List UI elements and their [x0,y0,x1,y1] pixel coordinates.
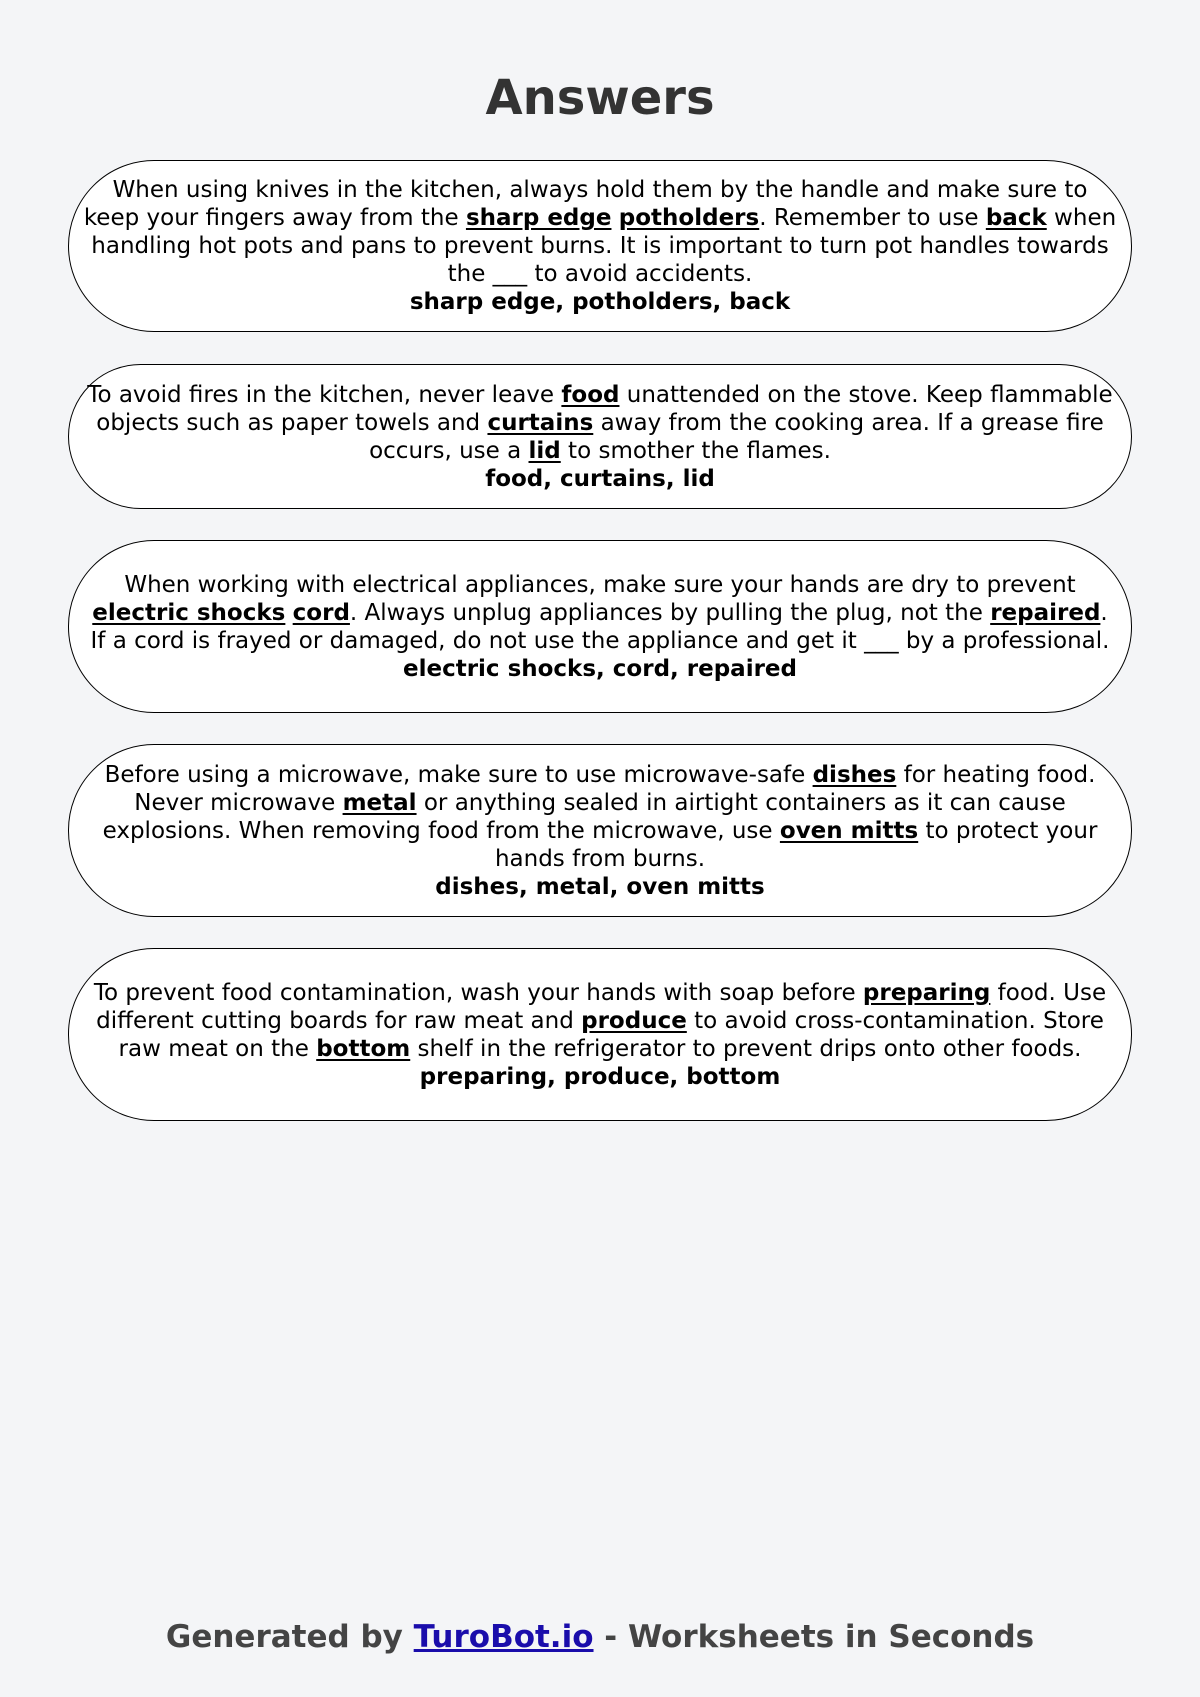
filled-blank: potholders [618,205,760,231]
answer-card [68,364,1132,509]
answer-key: dishes, metal, oven mitts [435,873,765,900]
passage-text [83,176,1117,288]
passage-segment: when handling hot pots and pans to prevent burns. It is important to turn pot handles towards the ___ to avoid accidents. [91,205,1117,287]
answer-card [68,540,1132,713]
passage-segment: . If a cord is frayed or damaged, do not use the appliance and get it ___ by a professional. [90,599,1110,654]
passage-segment: Before using a microwave, make sure to use microwave-safe [104,761,813,788]
passage-segment: shelf in the refrigerator to prevent drips onto other foods. [410,1035,1082,1062]
passage-segment: unattended on the stove. Keep flammable objects such as paper towels and [96,381,1113,436]
filled-blank: bottom [316,1035,411,1062]
passage-segment: to avoid cross-contamination. Store raw meat on the [118,1007,1104,1062]
filled-blank: metal [342,789,417,816]
filled-blank: sharp edge [465,205,612,231]
footer-credit [0,1617,1200,1657]
answer-key: food, curtains, lid [485,465,715,492]
passage-segment: to smother the flames. [560,437,831,464]
filled-blank: food [561,381,620,408]
passage-text [83,381,1117,465]
filled-blank: dishes [812,761,897,788]
passage-segment: To prevent food contamination, wash your hands with soap before [93,979,863,1006]
passage-text [83,761,1117,873]
filled-blank: oven mitts [779,817,919,844]
passage-segment: When using knives in the kitchen, always hold them by the handle and make sure to keep your fingers away from the [83,177,1088,231]
filled-blank: lid [528,437,561,464]
passage-segment [285,600,292,626]
filled-blank: preparing [862,979,991,1006]
passage-segment: or anything sealed in airtight containers as it can cause explosions. When removing food from the microwave, use [102,789,1066,844]
filled-blank: curtains [487,409,594,436]
passage-segment [611,205,618,231]
passage-text [83,979,1117,1063]
footer-suffix: - Worksheets in Seconds [593,1619,1035,1655]
passage-segment: for heating food. Never microwave [134,761,1096,816]
filled-blank: back [985,205,1047,231]
passage-segment: away from the cooking area. If a grease fire occurs, use a [369,409,1104,464]
footer-prefix: Generated by [165,1619,414,1655]
answer-card [68,160,1132,332]
turobot-link[interactable]: TuroBot.io [413,1619,594,1655]
passage-segment: . Always unplug appliances by pulling the plug, not the [349,599,991,626]
page-title: Answers [485,70,715,126]
filled-blank: repaired [990,599,1101,626]
passage-segment: To avoid fires in the kitchen, never leave [87,381,562,408]
answer-card [68,744,1132,917]
passage-text [83,571,1117,655]
answer-card [68,948,1132,1121]
answer-key: sharp edge, potholders, back [409,289,791,315]
answer-key: electric shocks, cord, repaired [402,655,797,682]
passage-segment: . Remember to use [759,205,986,231]
passage-segment: food. Use different cutting boards for raw meat and [96,979,1107,1034]
filled-blank: electric shocks [92,599,286,626]
passage-segment: to protect your hands from burns. [494,817,1098,872]
passage-segment: When working with electrical appliances, make sure your hands are dry to prevent [124,571,1076,598]
answer-key: preparing, produce, bottom [419,1063,781,1090]
filled-blank: cord [292,599,350,626]
filled-blank: produce [581,1007,687,1034]
